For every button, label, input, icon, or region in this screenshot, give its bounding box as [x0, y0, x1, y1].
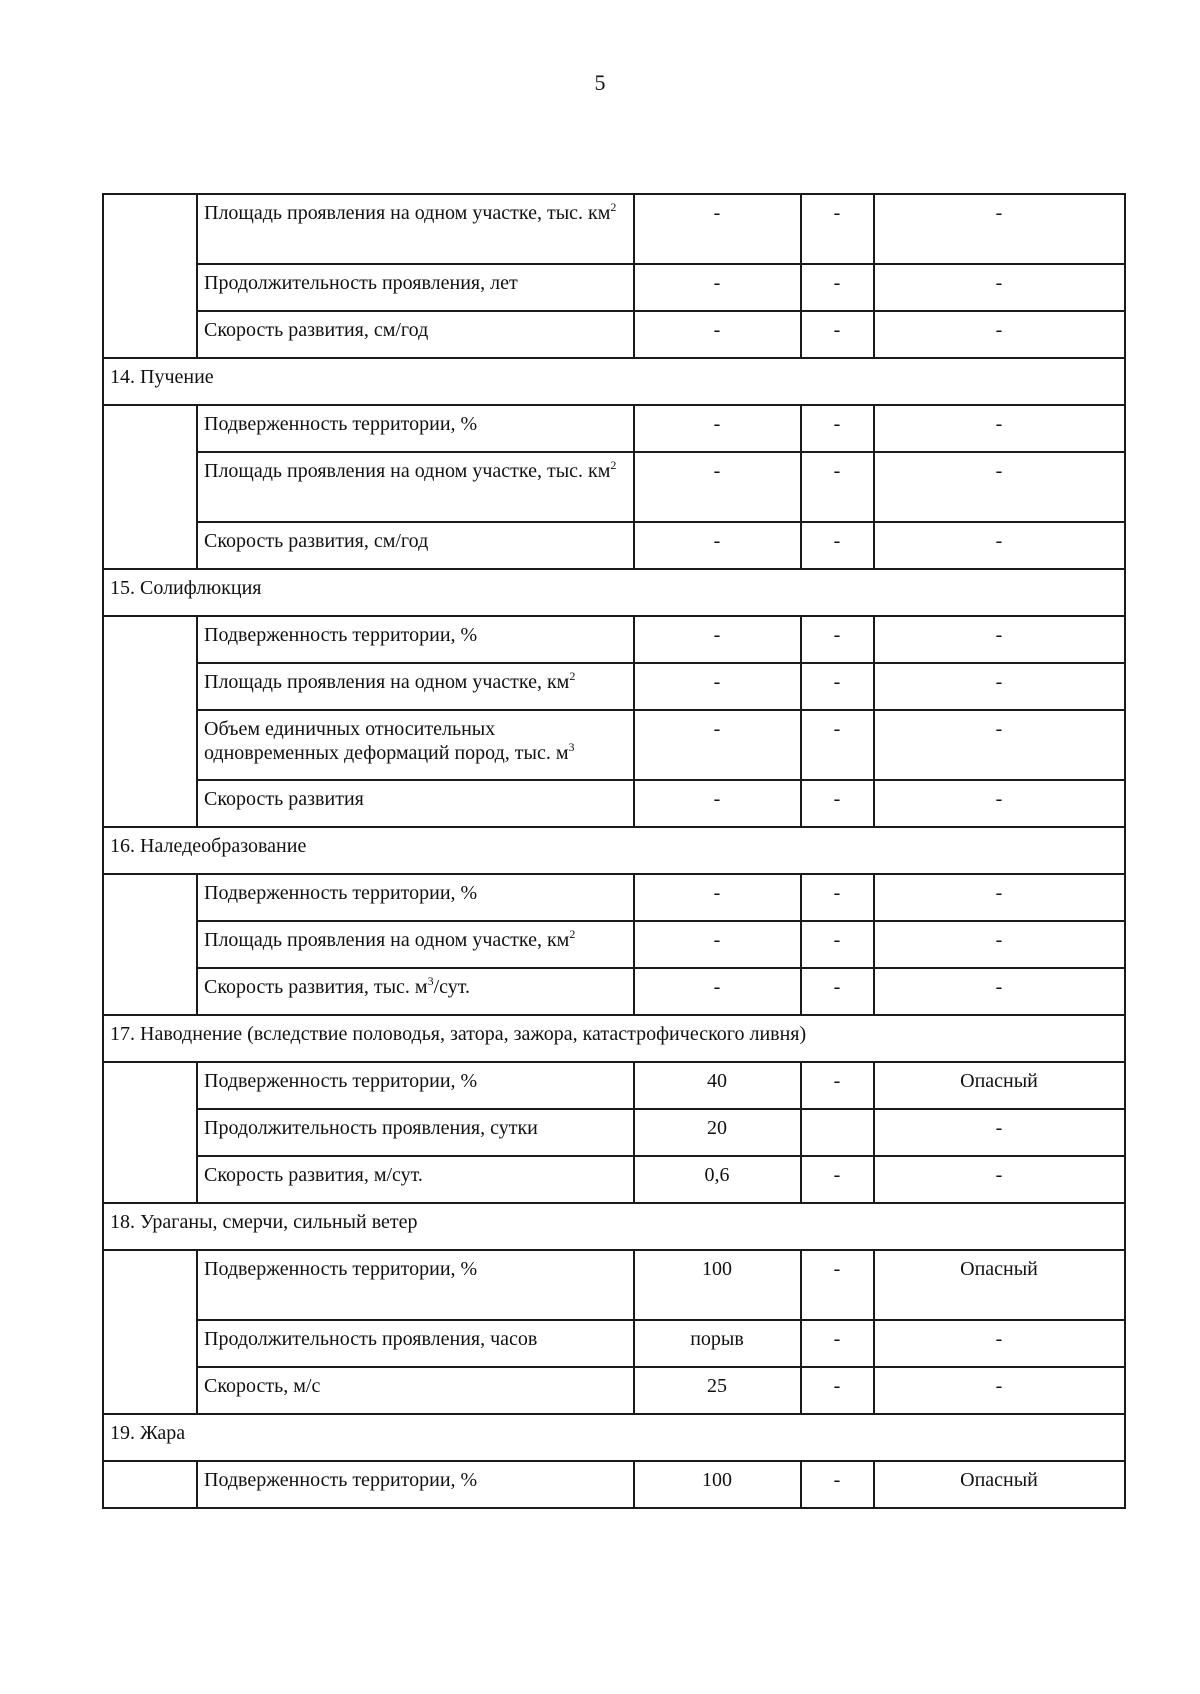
parameter-label-cell — [197, 194, 634, 264]
hazard-table — [102, 193, 1126, 1509]
parameter-label: Подверженность территории, % — [204, 1258, 478, 1280]
value-cell-1: - — [634, 710, 801, 780]
parameter-label: Подверженность территории, % — [204, 1469, 478, 1491]
section-title: 18. Ураганы, смерчи, сильный ветер — [103, 1203, 1125, 1250]
table-row — [103, 968, 1125, 1015]
value-cell-3: - — [874, 1367, 1125, 1414]
value-cell-1: - — [634, 780, 801, 827]
parameter-label-cell — [197, 1062, 634, 1109]
section-title: 19. Жара — [103, 1414, 1125, 1461]
parameter-label-cell — [197, 921, 634, 968]
value-cell-2: - — [801, 311, 874, 358]
section-header-row — [103, 569, 1125, 616]
value-cell-3: - — [874, 921, 1125, 968]
table-row — [103, 311, 1125, 358]
value-cell-1: - — [634, 921, 801, 968]
value-cell-3: - — [874, 194, 1125, 264]
parameter-label: Площадь проявления на одном участке, км — [204, 929, 570, 951]
parameter-label-cell — [197, 616, 634, 663]
section-index-cell — [103, 194, 197, 358]
value-cell-2: - — [801, 1320, 874, 1367]
section-header-row — [103, 1414, 1125, 1461]
value-cell-1: - — [634, 264, 801, 311]
parameter-label: Подверженность территории, % — [204, 624, 478, 646]
parameter-label: Скорость развития, см/год — [204, 319, 429, 341]
table-row — [103, 522, 1125, 569]
section-title: 15. Солифлюкция — [103, 569, 1125, 616]
value-cell-1: - — [634, 194, 801, 264]
unit-superscript: 2 — [610, 458, 617, 472]
value-cell-1: - — [634, 311, 801, 358]
value-cell-1: 100 — [634, 1461, 801, 1508]
parameter-label-cell — [197, 968, 634, 1015]
value-cell-3: - — [874, 874, 1125, 921]
value-cell-1: - — [634, 452, 801, 522]
parameter-label-cell — [197, 264, 634, 311]
unit-superscript: 3 — [427, 974, 434, 988]
section-index-cell — [103, 1250, 197, 1414]
value-cell-3: Опасный — [874, 1461, 1125, 1508]
table-row — [103, 710, 1125, 780]
section-title: 16. Наледеобразование — [103, 827, 1125, 874]
value-cell-1: 100 — [634, 1250, 801, 1320]
table-row — [103, 1367, 1125, 1414]
value-cell-3: - — [874, 663, 1125, 710]
table-row — [103, 1062, 1125, 1109]
value-cell-2: - — [801, 1461, 874, 1508]
value-cell-2: - — [801, 1367, 874, 1414]
parameter-label: Скорость, м/с — [204, 1375, 321, 1397]
table-row — [103, 874, 1125, 921]
section-index-cell — [103, 616, 197, 827]
table-row — [103, 194, 1125, 264]
value-cell-1: 20 — [634, 1109, 801, 1156]
value-cell-1: 25 — [634, 1367, 801, 1414]
parameter-label-cell — [197, 311, 634, 358]
table-row — [103, 663, 1125, 710]
value-cell-1: - — [634, 522, 801, 569]
table-row — [103, 1156, 1125, 1203]
parameter-label: Площадь проявления на одном участке, км — [204, 671, 570, 693]
value-cell-3: - — [874, 522, 1125, 569]
parameter-label-cell — [197, 405, 634, 452]
parameter-label-cell — [197, 1461, 634, 1508]
parameter-label-cell — [197, 1109, 634, 1156]
parameter-label-cell — [197, 1156, 634, 1203]
section-header-row — [103, 827, 1125, 874]
value-cell-2: - — [801, 780, 874, 827]
section-index-cell — [103, 1062, 197, 1203]
table-row — [103, 264, 1125, 311]
table-row — [103, 921, 1125, 968]
value-cell-3: - — [874, 968, 1125, 1015]
parameter-label-cell — [197, 522, 634, 569]
parameter-label-cell — [197, 1250, 634, 1320]
value-cell-1: порыв — [634, 1320, 801, 1367]
parameter-label-cell — [197, 710, 634, 780]
value-cell-3: - — [874, 311, 1125, 358]
table-row — [103, 1250, 1125, 1320]
value-cell-1: - — [634, 616, 801, 663]
table-row — [103, 1320, 1125, 1367]
section-index-cell — [103, 1461, 197, 1508]
parameter-label: Объем единичных относительных одновременных деформаций пород, тыс. м — [204, 718, 569, 764]
parameter-label: Скорость развития, тыс. м — [204, 976, 428, 998]
value-cell-2: - — [801, 1250, 874, 1320]
value-cell-1: - — [634, 663, 801, 710]
value-cell-2: - — [801, 663, 874, 710]
value-cell-2: - — [801, 452, 874, 522]
table-row — [103, 1461, 1125, 1508]
value-cell-3: - — [874, 616, 1125, 663]
parameter-label: Скорость развития — [204, 788, 364, 810]
parameter-label-cell — [197, 780, 634, 827]
parameter-label: Подверженность территории, % — [204, 413, 478, 435]
value-cell-2: - — [801, 710, 874, 780]
value-cell-2: - — [801, 1062, 874, 1109]
value-cell-1: - — [634, 405, 801, 452]
table-row — [103, 780, 1125, 827]
parameter-label: Скорость развития, см/год — [204, 530, 429, 552]
section-header-row — [103, 358, 1125, 405]
parameter-label: Продолжительность проявления, лет — [204, 272, 518, 294]
value-cell-1: - — [634, 874, 801, 921]
value-cell-2: - — [801, 194, 874, 264]
table-row — [103, 405, 1125, 452]
value-cell-2 — [801, 1109, 874, 1156]
parameter-label: Скорость развития, м/сут. — [204, 1164, 423, 1186]
value-cell-3: Опасный — [874, 1062, 1125, 1109]
value-cell-3: - — [874, 1109, 1125, 1156]
unit-superscript: 2 — [610, 200, 617, 214]
unit-superscript: 3 — [568, 740, 575, 754]
parameter-label-cell — [197, 452, 634, 522]
value-cell-3: - — [874, 264, 1125, 311]
value-cell-2: - — [801, 405, 874, 452]
unit-suffix: /сут. — [433, 976, 470, 998]
value-cell-3: - — [874, 1320, 1125, 1367]
parameter-label: Продолжительность проявления, сутки — [204, 1117, 538, 1139]
parameter-label: Подверженность территории, % — [204, 1070, 478, 1092]
section-title: 17. Наводнение (вследствие половодья, затора, зажора, катастрофического ливня) — [103, 1015, 1125, 1062]
value-cell-2: - — [801, 874, 874, 921]
section-title: 14. Пучение — [103, 358, 1125, 405]
parameter-label: Подверженность территории, % — [204, 882, 478, 904]
value-cell-1: 40 — [634, 1062, 801, 1109]
value-cell-3: - — [874, 452, 1125, 522]
value-cell-3: Опасный — [874, 1250, 1125, 1320]
value-cell-3: - — [874, 710, 1125, 780]
page-number: 5 — [594, 70, 606, 95]
unit-superscript: 2 — [569, 669, 576, 683]
value-cell-3: - — [874, 405, 1125, 452]
parameter-label: Продолжительность проявления, часов — [204, 1328, 538, 1350]
value-cell-3: - — [874, 780, 1125, 827]
value-cell-1: 0,6 — [634, 1156, 801, 1203]
table-row — [103, 1109, 1125, 1156]
value-cell-2: - — [801, 616, 874, 663]
parameter-label-cell — [197, 1320, 634, 1367]
parameter-label-cell — [197, 663, 634, 710]
value-cell-2: - — [801, 921, 874, 968]
value-cell-1: - — [634, 968, 801, 1015]
value-cell-2: - — [801, 1156, 874, 1203]
parameter-label-cell — [197, 874, 634, 921]
value-cell-2: - — [801, 968, 874, 1015]
value-cell-2: - — [801, 264, 874, 311]
table-row — [103, 616, 1125, 663]
parameter-label-cell — [197, 1367, 634, 1414]
parameter-label: Площадь проявления на одном участке, тыс. км — [204, 202, 611, 224]
section-header-row — [103, 1203, 1125, 1250]
value-cell-3: - — [874, 1156, 1125, 1203]
section-index-cell — [103, 874, 197, 1015]
value-cell-2: - — [801, 522, 874, 569]
table-row — [103, 452, 1125, 522]
section-header-row — [103, 1015, 1125, 1062]
section-index-cell — [103, 405, 197, 569]
unit-superscript: 2 — [569, 927, 576, 941]
parameter-label: Площадь проявления на одном участке, тыс. км — [204, 460, 611, 482]
